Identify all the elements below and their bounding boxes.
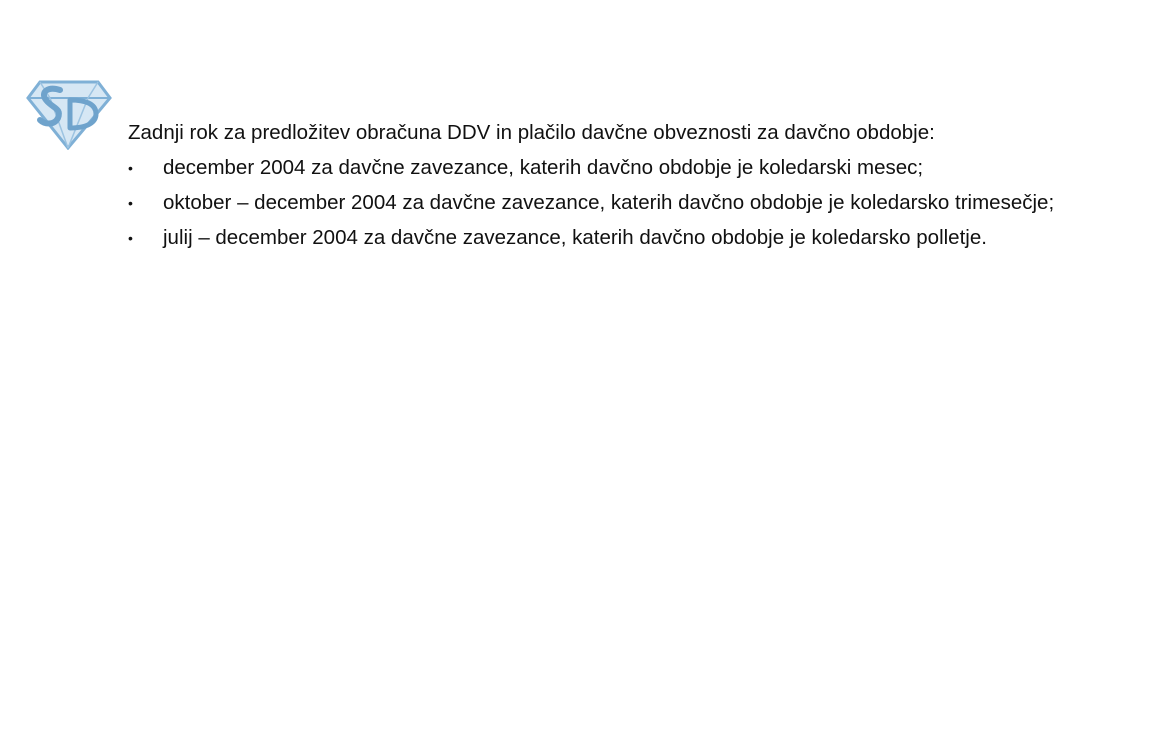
bullet-item-half-year [128,221,1073,255]
sd-logo-icon [26,78,112,150]
bullet-item-quarterly [128,186,1073,220]
bullet-list [128,151,1073,255]
bullet-text: oktober – december 2004 za davčne zavezance, katerih davčno obdobje je koledarsko trimesečje; [163,191,1055,214]
bullet-marker-icon: • [128,195,133,211]
bullet-text: julij – december 2004 za davčne zavezance, katerih davčno obdobje je koledarsko polletje. [163,226,987,249]
bullet-text: december 2004 za davčne zavezance, katerih davčno obdobje je koledarski mesec; [163,156,924,179]
bullet-item-monthly [128,151,1073,185]
bullet-marker-icon: • [128,160,133,176]
intro-paragraph: Zadnji rok za predložitev obračuna DDV in plačilo davčne obveznosti za davčno obdobje: [128,121,935,144]
deadline-notice [128,116,1073,255]
bullet-marker-icon: • [128,230,133,246]
